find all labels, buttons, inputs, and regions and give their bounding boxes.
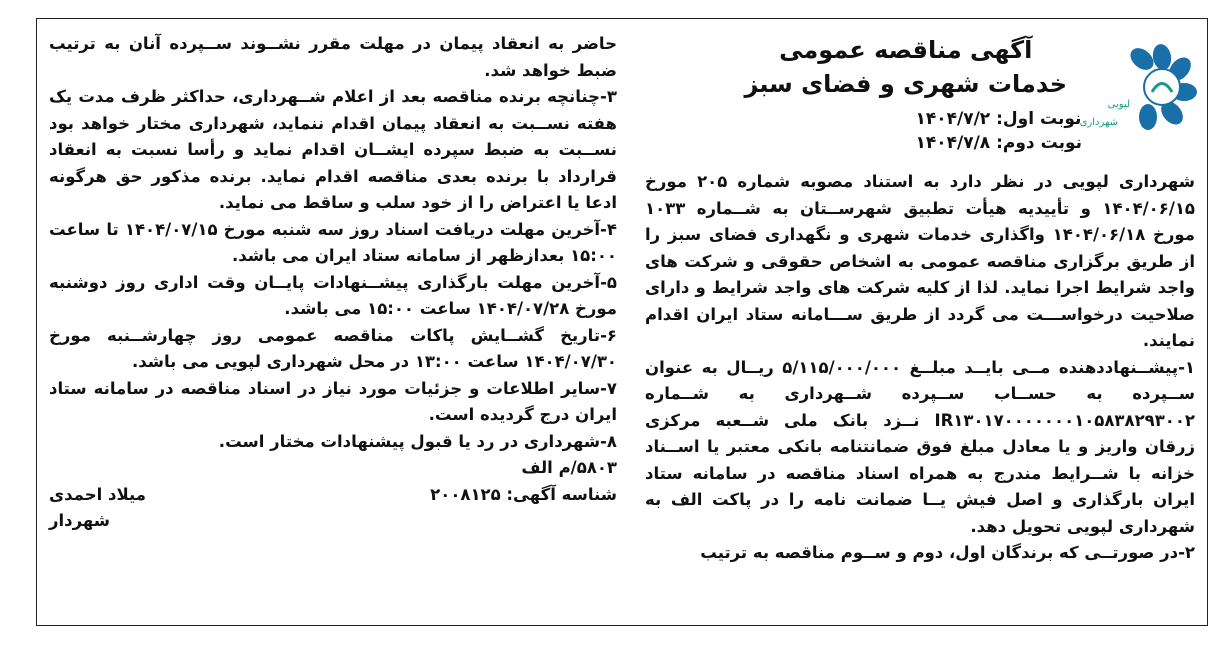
ad-title — [744, 33, 1067, 101]
ad-header — [622, 19, 1207, 169]
ad-title-line1: آگهی مناقصه عمومی — [779, 36, 1033, 64]
item-3: ۳-چنانچه برنده مناقصه بعد از اعلام شــهرداری، حداکثر ظرف مدت یک هفته نســبت به انعقاد پیمان اقدام ننماید، شهرداری مختار خواهد بود نســبت به ضبط سپرده ایشــان اقدام نماید و رأسا نسبت به انعقاد قرارداد با برنده بعدی مناقصه اقدام نماید. برنده مذکور حق هرگونه ادعا یا اعتراض را از خود سلب و ساقط می نماید. — [49, 87, 617, 212]
publication-rounds — [916, 107, 1083, 155]
ad-id: شناسه آگهی: ۲۰۰۸۱۲۵ — [430, 484, 617, 504]
right-column — [645, 169, 1195, 567]
round-first: نوبت اول: ۱۴۰۴/۷/۲ — [915, 109, 1082, 129]
round-second: نوبت دوم: ۱۴۰۴/۷/۸ — [915, 133, 1082, 153]
item-2-start: ۲-در صورتــی که برندگان اول، دوم و ســوم مناقصه به ترتیب — [700, 543, 1195, 562]
item-4: ۴-آخرین مهلت دریافت اسناد روز سه شنبه مورخ ۱۴۰۴/۰۷/۱۵ تا ساعت ۱۵:۰۰ بعدازظهر از سامانه ستاد ایران می باشد. — [49, 219, 617, 265]
signer-title: شهردار — [49, 511, 111, 530]
item-2-end: حاضر به انعقاد پیمان در مهلت مقرر نشــوند ســپرده آنان به ترتیب ضبط خواهد شد. — [49, 34, 617, 80]
ad-code: ۵۸۰۳/م الف — [521, 458, 617, 477]
item-5: ۵-آخرین مهلت بارگذاری پیشــنهادات پایــان وقت اداری روز دوشنبه مورخ ۱۴۰۴/۰۷/۲۸ ساعت ۱۵:۰۰ می باشد. — [49, 272, 617, 318]
item-7: ۷-سایر اطلاعات و جزئیات مورد نیاز در اسناد مناقصه در سامانه ستاد ایران درج گردیده است. — [49, 378, 617, 424]
svg-text:لپویی: لپویی — [1107, 99, 1130, 110]
signer-name: میلاد احمدی — [49, 484, 146, 504]
ad-title-line2: خدمات شهری و فضای سبز — [744, 70, 1067, 98]
item-8: ۸-شهرداری در رد یا قبول پیشنهادات مختار است. — [218, 431, 617, 451]
signer-title-row — [49, 508, 617, 535]
left-column — [49, 31, 617, 535]
item-6: ۶-تاریخ گشــایش پاکات مناقصه عمومی روز چهارشــنبه مورخ ۱۴۰۴/۰۷/۳۰ ساعت ۱۳:۰۰ در محل شهرداری لپویی می باشد. — [49, 325, 617, 371]
svg-text:شهرداری: شهرداری — [1079, 117, 1118, 128]
item-1: ۱-پیشــنهاددهنده مــی بایــد مبلــغ ۵/۱۱۵/۰۰۰/۰۰۰ ریــال به عنوان ســپرده به حســاب ســپرده شــهرداری به شــماره IR۱۳۰۱۷۰۰۰۰۰۰۰۱۰۵۸۳۸۲۹۳۰۰۲ نــزد بانک ملی شــعبه مرکزی زرقان واریز و یا معادل مبلغ فوق ضمانتنامه بانکی معتبر یا اســناد خزانه با شــرایط مندرج به همراه اسناد مناقصه در سامانه ستاد ایران بارگذاری و اصل فیش یــا ضمانت نامه را در پاکت الف به شهرداری لپویی تحویل دهد. — [645, 357, 1195, 536]
intro-paragraph: شهرداری لپویی در نظر دارد به استناد مصوبه شماره ۲۰۵ مورخ ۱۴۰۴/۰۶/۱۵ و تأییدیه هیأت تطبیق شهرســتان به شــماره ۱۰۳۳ مورخ ۱۴۰۴/۰۶/۱۸ واگذاری خدمات شهری و نگهداری فضای سبز را از طریق برگزاری مناقصه عمومی به اشخاص حقوقی و شرکت های واجد شرایط اجرا نماید. لذا از کلیه شرکت های واجد شرایط و دارای صلاحیت درخواســـت می گردد از طریق ســـامانه ستاد ایران اقدام نمایند. — [645, 172, 1196, 350]
ad-frame — [36, 18, 1208, 626]
municipality-logo-icon — [1079, 37, 1197, 137]
ad-footer — [49, 482, 617, 509]
